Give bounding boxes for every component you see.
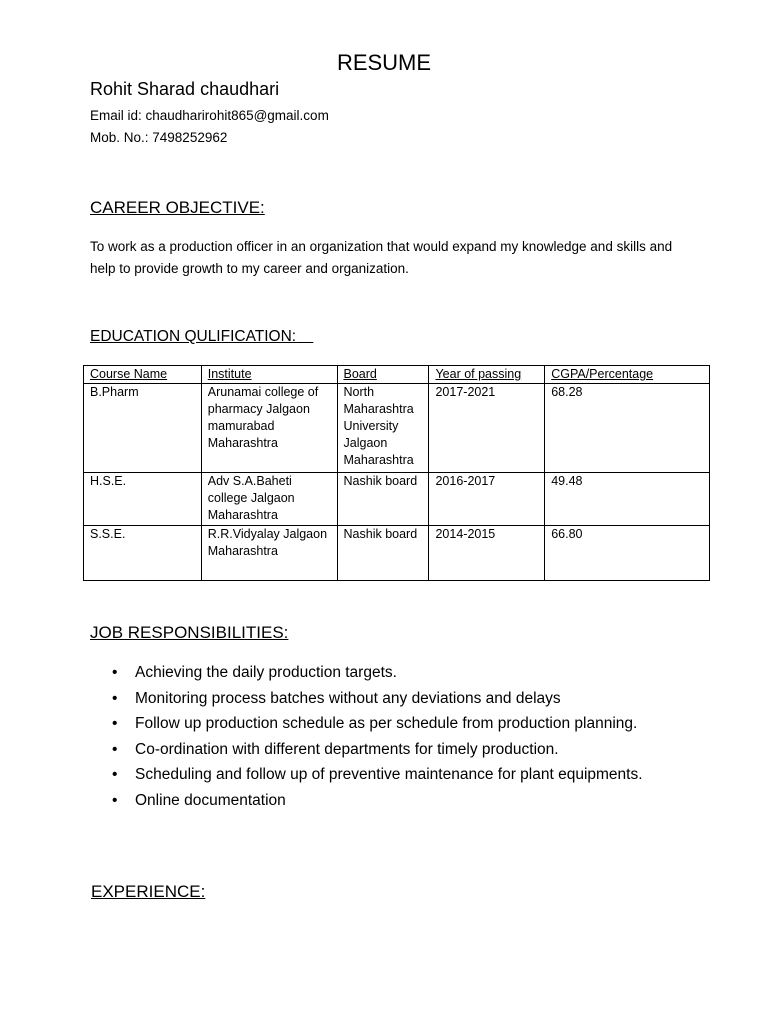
bullet-icon: • xyxy=(112,715,118,732)
column-header-course: Course Name xyxy=(84,366,202,384)
bullet-icon: • xyxy=(112,689,118,707)
table-cell: Adv S.A.Baheti college Jalgaon Maharashtra xyxy=(201,473,337,526)
table-row xyxy=(84,473,710,526)
column-header-board: Board xyxy=(337,366,429,384)
table-cell: B.Pharm xyxy=(84,384,202,473)
job-responsibilities-heading: JOB RESPONSIBILITIES: xyxy=(90,623,289,642)
career-objective-heading: CAREER OBJECTIVE: xyxy=(90,198,265,217)
list-item xyxy=(112,788,643,814)
candidate-name: Rohit Sharad chaudhari xyxy=(90,79,280,99)
bullet-icon: • xyxy=(112,740,118,758)
page-title: RESUME xyxy=(336,50,432,75)
column-header-year: Year of passing xyxy=(429,366,545,384)
education-heading xyxy=(90,328,313,346)
table-cell: 2016-2017 xyxy=(429,473,545,526)
table-cell: Nashik board xyxy=(337,473,429,526)
table-header-row xyxy=(84,366,710,384)
bullet-icon: • xyxy=(112,766,118,783)
bullet-icon: • xyxy=(112,664,118,681)
table-cell: 2017-2021 xyxy=(429,384,545,473)
table-cell: 66.80 xyxy=(545,526,710,581)
list-item xyxy=(112,737,643,763)
experience-heading: EXPERIENCE: xyxy=(91,882,206,901)
table-cell: S.S.E. xyxy=(84,526,202,581)
column-header-cgpa: CGPA/Percentage xyxy=(545,366,710,384)
mobile-line: Mob. No.: 7498252962 xyxy=(90,130,228,145)
table-cell: North Maharashtra University Jalgaon Maharashtra xyxy=(337,384,429,473)
list-item-text: Monitoring process batches without any deviations and delays xyxy=(135,689,561,707)
list-item xyxy=(112,711,643,737)
table-cell: 49.48 xyxy=(545,473,710,526)
column-header-institute: Institute xyxy=(201,366,337,384)
table-cell: R.R.Vidyalay Jalgaon Maharashtra xyxy=(201,526,337,581)
bullet-icon: • xyxy=(112,791,118,809)
list-item xyxy=(112,762,643,788)
email-line: Email id: chaudharirohit865@gmail.com xyxy=(90,108,329,123)
list-item-text: Follow up production schedule as per schedule from production planning. xyxy=(135,715,638,732)
list-item-text: Co-ordination with different departments for timely production. xyxy=(135,740,559,758)
list-item xyxy=(112,686,643,712)
table-row xyxy=(84,526,710,581)
career-objective-text: To work as a production officer in an organization that would expand my knowledge and skills and help to provide growth to my career and organization. xyxy=(90,239,673,276)
list-item-text: Achieving the daily production targets. xyxy=(135,664,397,681)
education-heading-text: EDUCATION QULIFICATION: xyxy=(90,328,297,345)
responsibilities-list xyxy=(112,660,643,813)
list-item-text: Online documentation xyxy=(135,791,286,809)
list-item-text: Scheduling and follow up of preventive maintenance for plant equipments. xyxy=(135,766,643,783)
education-table xyxy=(83,365,710,581)
list-item xyxy=(112,660,643,686)
table-cell: H.S.E. xyxy=(84,473,202,526)
table-row xyxy=(84,384,710,473)
table-cell: 2014-2015 xyxy=(429,526,545,581)
table-cell: 68.28 xyxy=(545,384,710,473)
table-cell: Nashik board xyxy=(337,526,429,581)
table-cell: Arunamai college of pharmacy Jalgaon mamurabad Maharashtra xyxy=(201,384,337,473)
